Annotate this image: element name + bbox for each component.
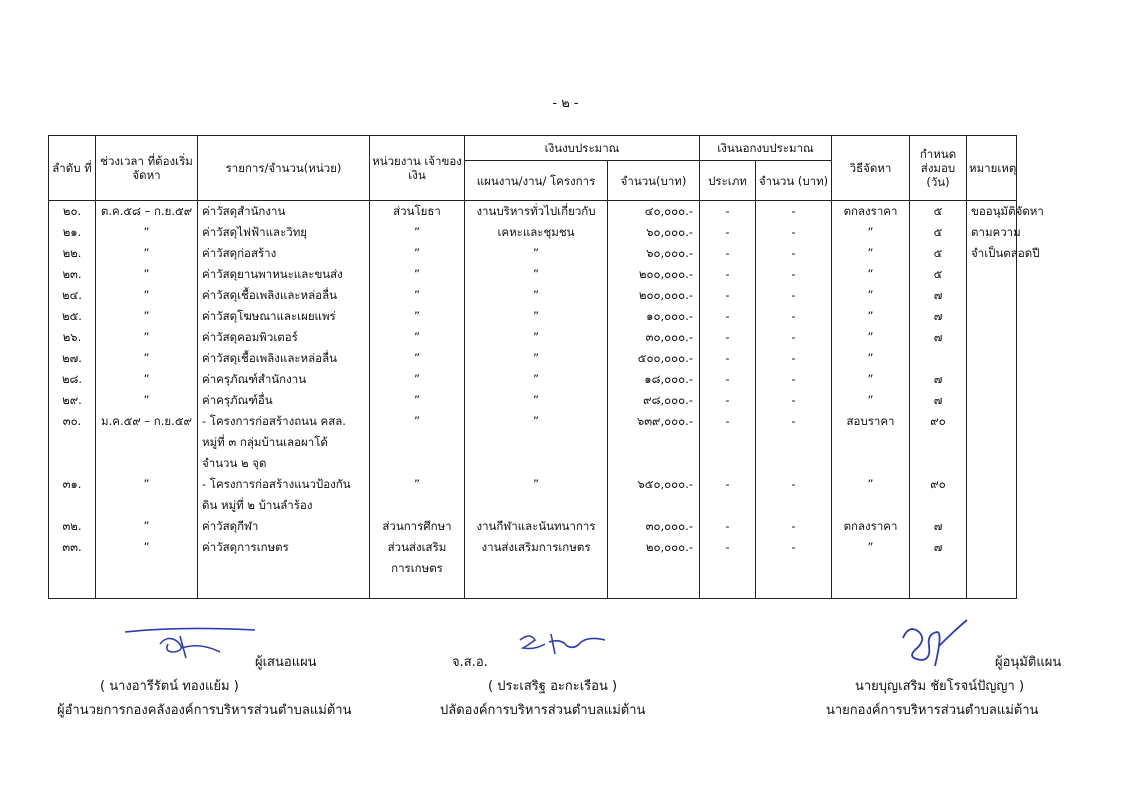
table-cell bbox=[967, 411, 1017, 432]
table-cell: - bbox=[756, 474, 832, 495]
table-cell bbox=[465, 453, 608, 474]
table-cell: ค่าวัสดุเชื้อเพลิงและหล่อลื่น bbox=[198, 285, 370, 306]
table-cell bbox=[832, 432, 910, 453]
header-order: ลำดับ ที่ bbox=[49, 136, 96, 201]
header-type: ประเภท bbox=[700, 161, 756, 201]
header-delivery: กำหนด ส่งมอบ (วัน) bbox=[910, 136, 967, 201]
table-cell: ๙๐ bbox=[910, 411, 967, 432]
table-cell bbox=[608, 495, 700, 516]
table-cell: ๒๐. bbox=[49, 201, 96, 223]
table-cell: - bbox=[700, 474, 756, 495]
table-cell: ม.ค.๕๙ – ก.ย.๕๙ bbox=[96, 411, 198, 432]
table-cell: ” bbox=[96, 390, 198, 411]
table-cell: ค่าวัสดุเชื้อเพลิงและหล่อลื่น bbox=[198, 348, 370, 369]
table-cell bbox=[910, 558, 967, 579]
table-cell: ๒๒. bbox=[49, 243, 96, 264]
table-cell: ๕ bbox=[910, 201, 967, 223]
table-cell bbox=[96, 558, 198, 579]
header-note: หมายเหตุ bbox=[967, 136, 1017, 201]
approver-role: ผู้อนุมัติแผน bbox=[995, 655, 1062, 670]
table-cell: การเกษตร bbox=[370, 558, 465, 579]
table-cell: ” bbox=[370, 264, 465, 285]
table-cell: - bbox=[700, 264, 756, 285]
table-cell: ” bbox=[465, 264, 608, 285]
table-cell: - bbox=[700, 285, 756, 306]
table-cell: ๗ bbox=[910, 390, 967, 411]
table-cell: ๒๔. bbox=[49, 285, 96, 306]
table-cell: ๔๐,๐๐๐.- bbox=[608, 201, 700, 223]
table-cell bbox=[700, 495, 756, 516]
table-cell: ดิน หมู่ที่ ๒ บ้านลำร้อง bbox=[198, 495, 370, 516]
reviewer-signature bbox=[515, 628, 615, 658]
table-cell: ” bbox=[96, 369, 198, 390]
table-cell: ๗ bbox=[910, 516, 967, 537]
table-cell bbox=[967, 390, 1017, 411]
proposer-name: ( นางอารีรัตน์ ทองแย้ม ) bbox=[100, 679, 239, 694]
table-cell: - bbox=[700, 348, 756, 369]
table-cell bbox=[832, 558, 910, 579]
page-number: - ๒ - bbox=[552, 96, 579, 111]
table-body bbox=[49, 201, 1044, 599]
table-cell bbox=[910, 432, 967, 453]
table-cell bbox=[910, 453, 967, 474]
table-cell: ” bbox=[96, 222, 198, 243]
table-filler-row bbox=[49, 579, 1017, 599]
table-cell: ตามความ bbox=[967, 222, 1017, 243]
table-cell: - bbox=[700, 306, 756, 327]
table-cell: - bbox=[700, 327, 756, 348]
table-cell bbox=[967, 432, 1017, 453]
table-row bbox=[49, 390, 1017, 411]
table-cell: เคหะและชุมชน bbox=[465, 222, 608, 243]
table-cell: - bbox=[700, 369, 756, 390]
table-cell: - bbox=[756, 264, 832, 285]
table-cell bbox=[967, 495, 1017, 516]
table-cell: ๒๐๐,๐๐๐.- bbox=[608, 264, 700, 285]
table-row bbox=[49, 243, 1017, 264]
table-cell: ” bbox=[832, 222, 910, 243]
approver-title: นายกองค์การบริหารส่วนตำบลแม่ต้าน bbox=[826, 703, 1039, 718]
table-cell: จำเป็นตลอดปี bbox=[967, 243, 1017, 264]
table-cell bbox=[910, 348, 967, 369]
table-cell: - bbox=[756, 348, 832, 369]
table-cell: - bbox=[756, 243, 832, 264]
table-cell bbox=[608, 432, 700, 453]
table-row bbox=[49, 348, 1017, 369]
table-cell: ” bbox=[370, 243, 465, 264]
table-cell: ” bbox=[465, 348, 608, 369]
table-cell: ” bbox=[370, 390, 465, 411]
procurement-plan-table bbox=[48, 135, 1044, 599]
table-cell: ” bbox=[370, 474, 465, 495]
header-offbudget-group: เงินนอกงบประมาณ bbox=[700, 136, 832, 161]
table-cell bbox=[967, 537, 1017, 558]
table-cell: ๓๑. bbox=[49, 474, 96, 495]
table-cell: ” bbox=[370, 348, 465, 369]
table-cell: - bbox=[756, 390, 832, 411]
approver-signature bbox=[895, 616, 970, 676]
table-cell: ” bbox=[465, 474, 608, 495]
table-cell: ส่วนการศึกษา bbox=[370, 516, 465, 537]
table-cell: ค่าวัสดุก่อสร้าง bbox=[198, 243, 370, 264]
table-cell: หมู่ที่ ๓ กลุ่มบ้านเลอผาโด้ bbox=[198, 432, 370, 453]
table-cell: ” bbox=[370, 285, 465, 306]
table-cell: จำนวน ๒ จุด bbox=[198, 453, 370, 474]
table-row bbox=[49, 474, 1017, 495]
table-cell bbox=[198, 558, 370, 579]
table-cell bbox=[832, 453, 910, 474]
table-row bbox=[49, 285, 1017, 306]
table-cell bbox=[967, 306, 1017, 327]
header-plan: แผนงาน/งาน/ โครงการ bbox=[465, 161, 608, 201]
table-cell: ” bbox=[832, 243, 910, 264]
table-cell bbox=[756, 495, 832, 516]
table-cell: ๒๘. bbox=[49, 369, 96, 390]
table-cell bbox=[967, 516, 1017, 537]
table-row bbox=[49, 537, 1017, 558]
table-cell: ๕ bbox=[910, 264, 967, 285]
table-cell: ๒๕. bbox=[49, 306, 96, 327]
table-cell: ค่าวัสดุคอมพิวเตอร์ bbox=[198, 327, 370, 348]
table-cell: ” bbox=[96, 537, 198, 558]
table-cell: ” bbox=[832, 285, 910, 306]
table-cell bbox=[370, 432, 465, 453]
table-cell bbox=[96, 495, 198, 516]
table-cell: ตกลงราคา bbox=[832, 516, 910, 537]
table-cell: ๗ bbox=[910, 285, 967, 306]
table-cell: ” bbox=[96, 474, 198, 495]
table-cell bbox=[700, 432, 756, 453]
header-amount: จำนวน(บาท) bbox=[608, 161, 700, 201]
table-cell bbox=[967, 558, 1017, 579]
table-cell: ๗ bbox=[910, 327, 967, 348]
table-cell: ๕๐๐,๐๐๐.- bbox=[608, 348, 700, 369]
table-cell: ” bbox=[96, 327, 198, 348]
table-cell: - bbox=[700, 243, 756, 264]
table-cell: ” bbox=[96, 306, 198, 327]
table-cell: ” bbox=[465, 369, 608, 390]
table-cell bbox=[700, 453, 756, 474]
table-cell: งานกีฬาและนันทนาการ bbox=[465, 516, 608, 537]
table-cell: - bbox=[756, 201, 832, 223]
table-row bbox=[49, 411, 1017, 432]
table-cell: ค่าวัสดุโฆษณาและเผยแพร่ bbox=[198, 306, 370, 327]
table-cell: ” bbox=[96, 264, 198, 285]
table-row bbox=[49, 558, 1017, 579]
table-cell: ๙๘,๐๐๐.- bbox=[608, 390, 700, 411]
proposer-signature bbox=[120, 622, 260, 662]
table-cell: ๓๐,๐๐๐.- bbox=[608, 327, 700, 348]
table-cell: ตกลงราคา bbox=[832, 201, 910, 223]
table-cell: ๒๖. bbox=[49, 327, 96, 348]
table-cell bbox=[832, 495, 910, 516]
table-cell: ๗ bbox=[910, 369, 967, 390]
table-cell bbox=[370, 453, 465, 474]
table-cell: งานส่งเสริมการเกษตร bbox=[465, 537, 608, 558]
table-cell: ” bbox=[370, 327, 465, 348]
table-cell: - bbox=[756, 516, 832, 537]
table-cell: ” bbox=[370, 222, 465, 243]
table-cell: ” bbox=[465, 390, 608, 411]
table-cell bbox=[967, 348, 1017, 369]
table-cell bbox=[756, 558, 832, 579]
table-cell: ต.ค.๕๘ – ก.ย.๕๙ bbox=[96, 201, 198, 223]
table-cell: ส่วนส่งเสริม bbox=[370, 537, 465, 558]
table-cell: ๖๐,๐๐๐.- bbox=[608, 222, 700, 243]
table-cell bbox=[967, 474, 1017, 495]
table-cell: - bbox=[756, 285, 832, 306]
table-cell bbox=[967, 327, 1017, 348]
table-row bbox=[49, 306, 1017, 327]
table-cell: - โครงการก่อสร้างถนน คสล. bbox=[198, 411, 370, 432]
table-cell: ๙๐ bbox=[910, 474, 967, 495]
table-cell: ” bbox=[96, 516, 198, 537]
table-cell: - bbox=[756, 411, 832, 432]
table-row bbox=[49, 327, 1017, 348]
table-cell: ” bbox=[370, 306, 465, 327]
table-row bbox=[49, 222, 1017, 243]
table-cell bbox=[608, 453, 700, 474]
table-row bbox=[49, 453, 1017, 474]
table-cell: - bbox=[700, 390, 756, 411]
table-cell: สอบราคา bbox=[832, 411, 910, 432]
header-method: วิธีจัดหา bbox=[832, 136, 910, 201]
table-cell: - bbox=[756, 369, 832, 390]
table-cell bbox=[49, 453, 96, 474]
table-cell: ๕ bbox=[910, 222, 967, 243]
table-cell: งานบริหารทั่วไปเกี่ยวกับ bbox=[465, 201, 608, 223]
table-row bbox=[49, 495, 1017, 516]
table-cell: ๒๙. bbox=[49, 390, 96, 411]
table-cell bbox=[756, 453, 832, 474]
table-cell: ๑๘,๐๐๐.- bbox=[608, 369, 700, 390]
table-cell: ” bbox=[96, 243, 198, 264]
table-cell: ” bbox=[370, 369, 465, 390]
table-cell: ๖๐,๐๐๐.- bbox=[608, 243, 700, 264]
table-cell: ค่าวัสดุยานพาหนะและขนส่ง bbox=[198, 264, 370, 285]
table-cell: ” bbox=[832, 306, 910, 327]
table-cell: ” bbox=[832, 474, 910, 495]
table-cell: ๕ bbox=[910, 243, 967, 264]
table-cell: ” bbox=[465, 411, 608, 432]
table-cell: ” bbox=[370, 411, 465, 432]
table-row bbox=[49, 432, 1017, 453]
table-cell: ๓๐,๐๐๐.- bbox=[608, 516, 700, 537]
table-cell: ” bbox=[832, 327, 910, 348]
table-cell bbox=[465, 495, 608, 516]
table-cell: - bbox=[700, 201, 756, 223]
table-cell: ” bbox=[832, 264, 910, 285]
table-cell: ” bbox=[465, 327, 608, 348]
table-cell bbox=[967, 453, 1017, 474]
table-cell: - โครงการก่อสร้างแนวป้องกัน bbox=[198, 474, 370, 495]
table-row bbox=[49, 369, 1017, 390]
table-cell: ค่าวัสดุการเกษตร bbox=[198, 537, 370, 558]
table-cell bbox=[370, 495, 465, 516]
table-cell: ๒๓. bbox=[49, 264, 96, 285]
table-cell: ๒๐,๐๐๐.- bbox=[608, 537, 700, 558]
table-cell: ” bbox=[96, 348, 198, 369]
table-cell bbox=[967, 369, 1017, 390]
table-cell bbox=[910, 495, 967, 516]
table-cell bbox=[756, 432, 832, 453]
table-cell: ” bbox=[465, 306, 608, 327]
header-budget-group: เงินงบประมาณ bbox=[465, 136, 700, 161]
table-cell: ค่าครุภัณฑ์สำนักงาน bbox=[198, 369, 370, 390]
table-cell bbox=[465, 432, 608, 453]
table-cell bbox=[465, 558, 608, 579]
proposer-title: ผู้อำนวยการกองคลังองค์การบริหารส่วนตำบลแม่ต้าน bbox=[57, 703, 352, 718]
table-cell: ๓๒. bbox=[49, 516, 96, 537]
table-cell: ๖๕๐,๐๐๐.- bbox=[608, 474, 700, 495]
table-cell bbox=[700, 558, 756, 579]
table-cell: ” bbox=[832, 348, 910, 369]
table-cell bbox=[96, 453, 198, 474]
header-item: รายการ/จำนวน(หน่วย) bbox=[198, 136, 370, 201]
approver-name: นายบุญเสริม ชัยโรจน์ปัญญา ) bbox=[855, 679, 1025, 694]
table-cell: ค่าวัสดุกีฬา bbox=[198, 516, 370, 537]
table-row bbox=[49, 201, 1017, 223]
table-cell: ๒๗. bbox=[49, 348, 96, 369]
table-row bbox=[49, 264, 1017, 285]
table-cell: ส่วนโยธา bbox=[370, 201, 465, 223]
table-cell: - bbox=[700, 537, 756, 558]
table-cell: ” bbox=[96, 285, 198, 306]
table-row bbox=[49, 516, 1017, 537]
table-cell bbox=[967, 264, 1017, 285]
table-cell: ๖๓๙,๐๐๐.- bbox=[608, 411, 700, 432]
table-cell: ” bbox=[465, 285, 608, 306]
table-cell: ค่าวัสดุสำนักงาน bbox=[198, 201, 370, 223]
table-cell: ๗ bbox=[910, 537, 967, 558]
table-cell: ค่าครุภัณฑ์อื่น bbox=[198, 390, 370, 411]
table-cell: - bbox=[756, 306, 832, 327]
proposer-role: ผู้เสนอแผน bbox=[255, 655, 317, 670]
table-cell: ๑๐,๐๐๐.- bbox=[608, 306, 700, 327]
table-cell: ๓๐. bbox=[49, 411, 96, 432]
table-cell: ค่าวัสดุไฟฟ้าและวิทยุ bbox=[198, 222, 370, 243]
table-cell: ๒๑. bbox=[49, 222, 96, 243]
table-cell bbox=[96, 432, 198, 453]
table-cell bbox=[967, 285, 1017, 306]
table-cell: - bbox=[700, 411, 756, 432]
table-cell: ” bbox=[832, 537, 910, 558]
table-cell: ” bbox=[465, 243, 608, 264]
table-cell: - bbox=[756, 537, 832, 558]
table-cell: ๒๐๐,๐๐๐.- bbox=[608, 285, 700, 306]
table-cell: ขออนุมัติจัดหา bbox=[967, 201, 1017, 223]
table-cell: ” bbox=[832, 369, 910, 390]
reviewer-name: ( ประเสริฐ อะกะเรือน ) bbox=[488, 679, 618, 694]
reviewer-prefix: จ.ส.อ. bbox=[452, 655, 488, 670]
table-cell: - bbox=[756, 327, 832, 348]
table-cell: - bbox=[756, 222, 832, 243]
table-cell bbox=[49, 558, 96, 579]
table-cell: ” bbox=[832, 390, 910, 411]
header-period: ช่วงเวลา ที่ต้องเริ่มจัดหา bbox=[96, 136, 198, 201]
table-cell bbox=[49, 495, 96, 516]
reviewer-title: ปลัดองค์การบริหารส่วนตำบลแม่ต้าน bbox=[440, 703, 646, 718]
header-off-amount: จำนวน (บาท) bbox=[756, 161, 832, 201]
table-cell: - bbox=[700, 516, 756, 537]
table-cell: ๗ bbox=[910, 306, 967, 327]
table-cell: ๓๓. bbox=[49, 537, 96, 558]
table-cell: - bbox=[700, 222, 756, 243]
header-unit: หน่วยงาน เจ้าของเงิน bbox=[370, 136, 465, 201]
table-cell bbox=[49, 432, 96, 453]
table-cell bbox=[608, 558, 700, 579]
